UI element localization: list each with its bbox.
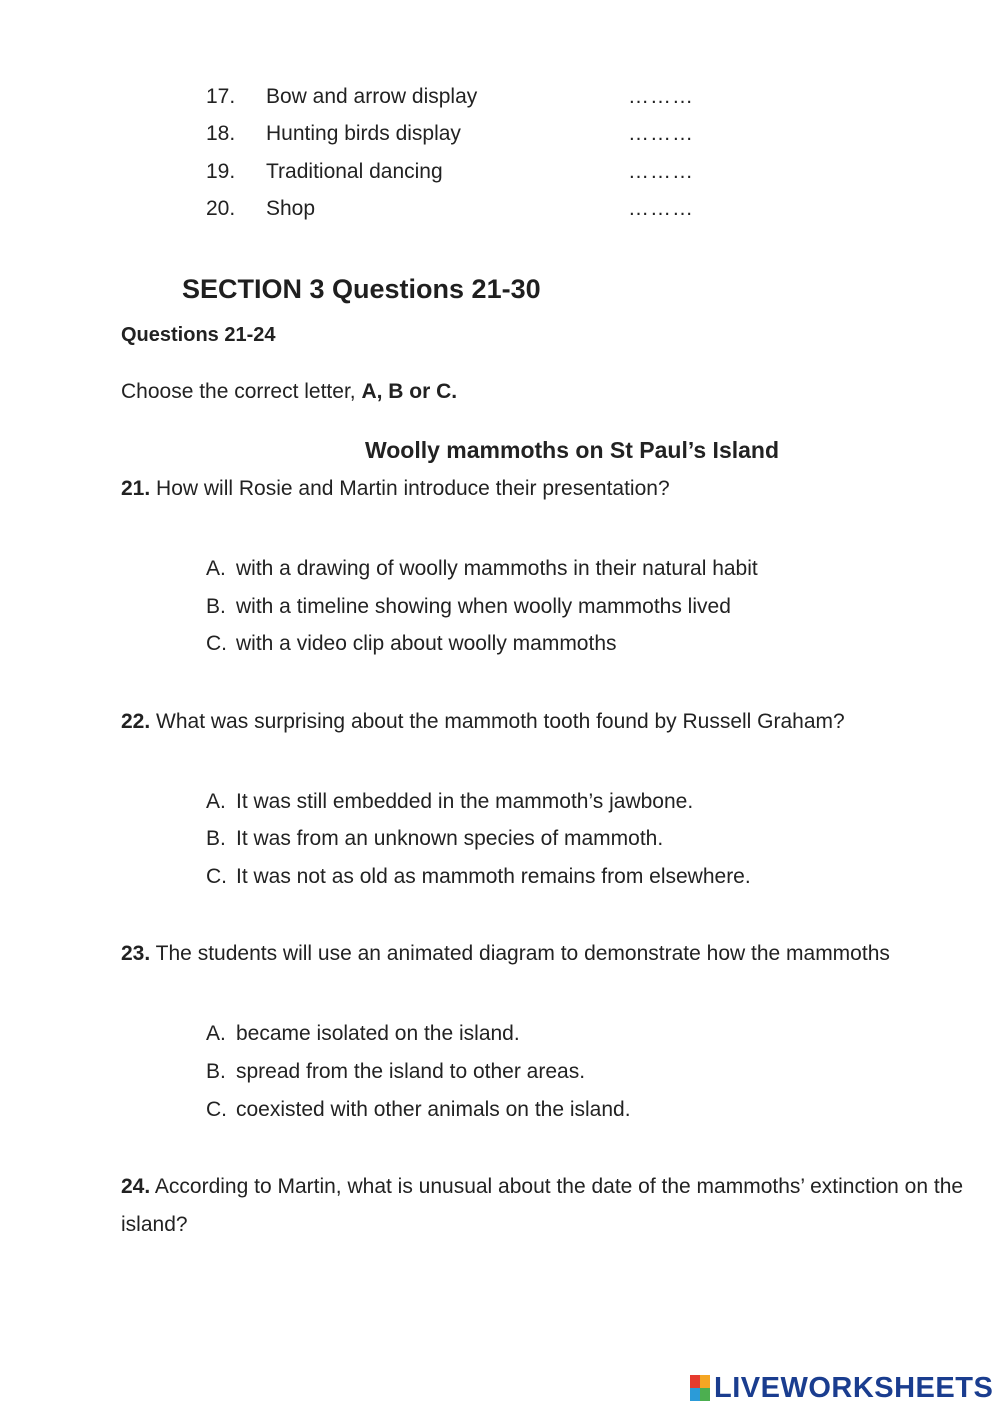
- option-text: with a timeline showing when woolly mammoths lived: [236, 595, 731, 618]
- question-text: According to Martin, what is unusual about the date of the mammoths’ extinction on the island?: [121, 1175, 964, 1236]
- logo-mark-icon: [690, 1375, 710, 1401]
- logo-mark-square: [700, 1388, 710, 1401]
- answer-blank[interactable]: ………: [628, 197, 694, 220]
- option-letter: B.: [206, 595, 226, 618]
- option-22c[interactable]: [206, 865, 751, 889]
- question-text: How will Rosie and Martin introduce their presentation?: [156, 477, 670, 500]
- option-21c[interactable]: [206, 632, 617, 656]
- logo-mark-square: [690, 1375, 700, 1388]
- logo-text: LIVEWORKSHEETS: [714, 1371, 994, 1404]
- doc-title: Woolly mammoths on St Paul’s Island: [364, 437, 780, 463]
- question-22: [121, 703, 966, 741]
- list-item: [0, 160, 999, 190]
- option-letter: A.: [206, 1022, 226, 1045]
- question-number: 21.: [121, 477, 151, 500]
- option-21a[interactable]: [206, 557, 758, 581]
- list-item-number: 18.: [206, 122, 236, 145]
- instruction: [121, 380, 457, 404]
- logo-mark-square: [700, 1375, 710, 1388]
- option-21b[interactable]: [206, 595, 731, 619]
- list-item: [0, 85, 999, 115]
- question-21: [121, 470, 966, 508]
- option-23c[interactable]: [206, 1098, 631, 1122]
- option-letter: B.: [206, 827, 226, 850]
- option-text: spread from the island to other areas.: [236, 1060, 586, 1083]
- question-number: 23.: [121, 942, 151, 965]
- question-text: The students will use an animated diagram to demonstrate how the mammoths: [155, 942, 890, 965]
- option-text: became isolated on the island.: [236, 1022, 520, 1045]
- logo-mark-square: [690, 1388, 700, 1401]
- option-23a[interactable]: [206, 1022, 520, 1046]
- list-item-number: 19.: [206, 160, 236, 183]
- question-number: 22.: [121, 710, 151, 733]
- list-item-number: 17.: [206, 85, 236, 108]
- instruction-text: Choose the correct letter,: [121, 380, 362, 403]
- option-text: It was not as old as mammoth remains from elsewhere.: [236, 865, 751, 888]
- option-letter: C.: [206, 1098, 227, 1121]
- option-letter: A.: [206, 790, 226, 813]
- section-title: SECTION 3 Questions 21-30: [182, 274, 541, 304]
- option-letter: C.: [206, 632, 227, 655]
- list-item-label: Bow and arrow display: [266, 85, 478, 108]
- question-24: [121, 1168, 966, 1244]
- list-item: [0, 122, 999, 152]
- option-text: coexisted with other animals on the island.: [236, 1098, 631, 1121]
- option-letter: B.: [206, 1060, 226, 1083]
- answer-blank[interactable]: ………: [628, 122, 694, 145]
- question-number: 24.: [121, 1175, 151, 1198]
- question-text: What was surprising about the mammoth tooth found by Russell Graham?: [156, 710, 845, 733]
- list-item-label: Hunting birds display: [266, 122, 461, 145]
- option-text: with a drawing of woolly mammoths in their natural habit: [236, 557, 758, 580]
- option-23b[interactable]: [206, 1060, 585, 1084]
- list-item-label: Shop: [266, 197, 316, 220]
- answer-blank[interactable]: ………: [628, 160, 694, 183]
- option-text: with a video clip about woolly mammoths: [236, 632, 617, 655]
- option-letter: C.: [206, 865, 227, 888]
- sub-heading: Questions 21-24: [121, 324, 276, 346]
- question-23: [121, 935, 966, 973]
- list-item-number: 20.: [206, 197, 236, 220]
- option-letter: A.: [206, 557, 226, 580]
- option-22b[interactable]: [206, 827, 663, 851]
- option-22a[interactable]: [206, 790, 693, 814]
- option-text: It was still embedded in the mammoth’s jawbone.: [236, 790, 694, 813]
- option-text: It was from an unknown species of mammoth.: [236, 827, 664, 850]
- instruction-choices: A, B or C.: [361, 380, 458, 403]
- list-item: [0, 197, 999, 227]
- list-item-label: Traditional dancing: [266, 160, 443, 183]
- liveworksheets-logo: [690, 1372, 993, 1404]
- answer-blank[interactable]: ………: [628, 85, 694, 108]
